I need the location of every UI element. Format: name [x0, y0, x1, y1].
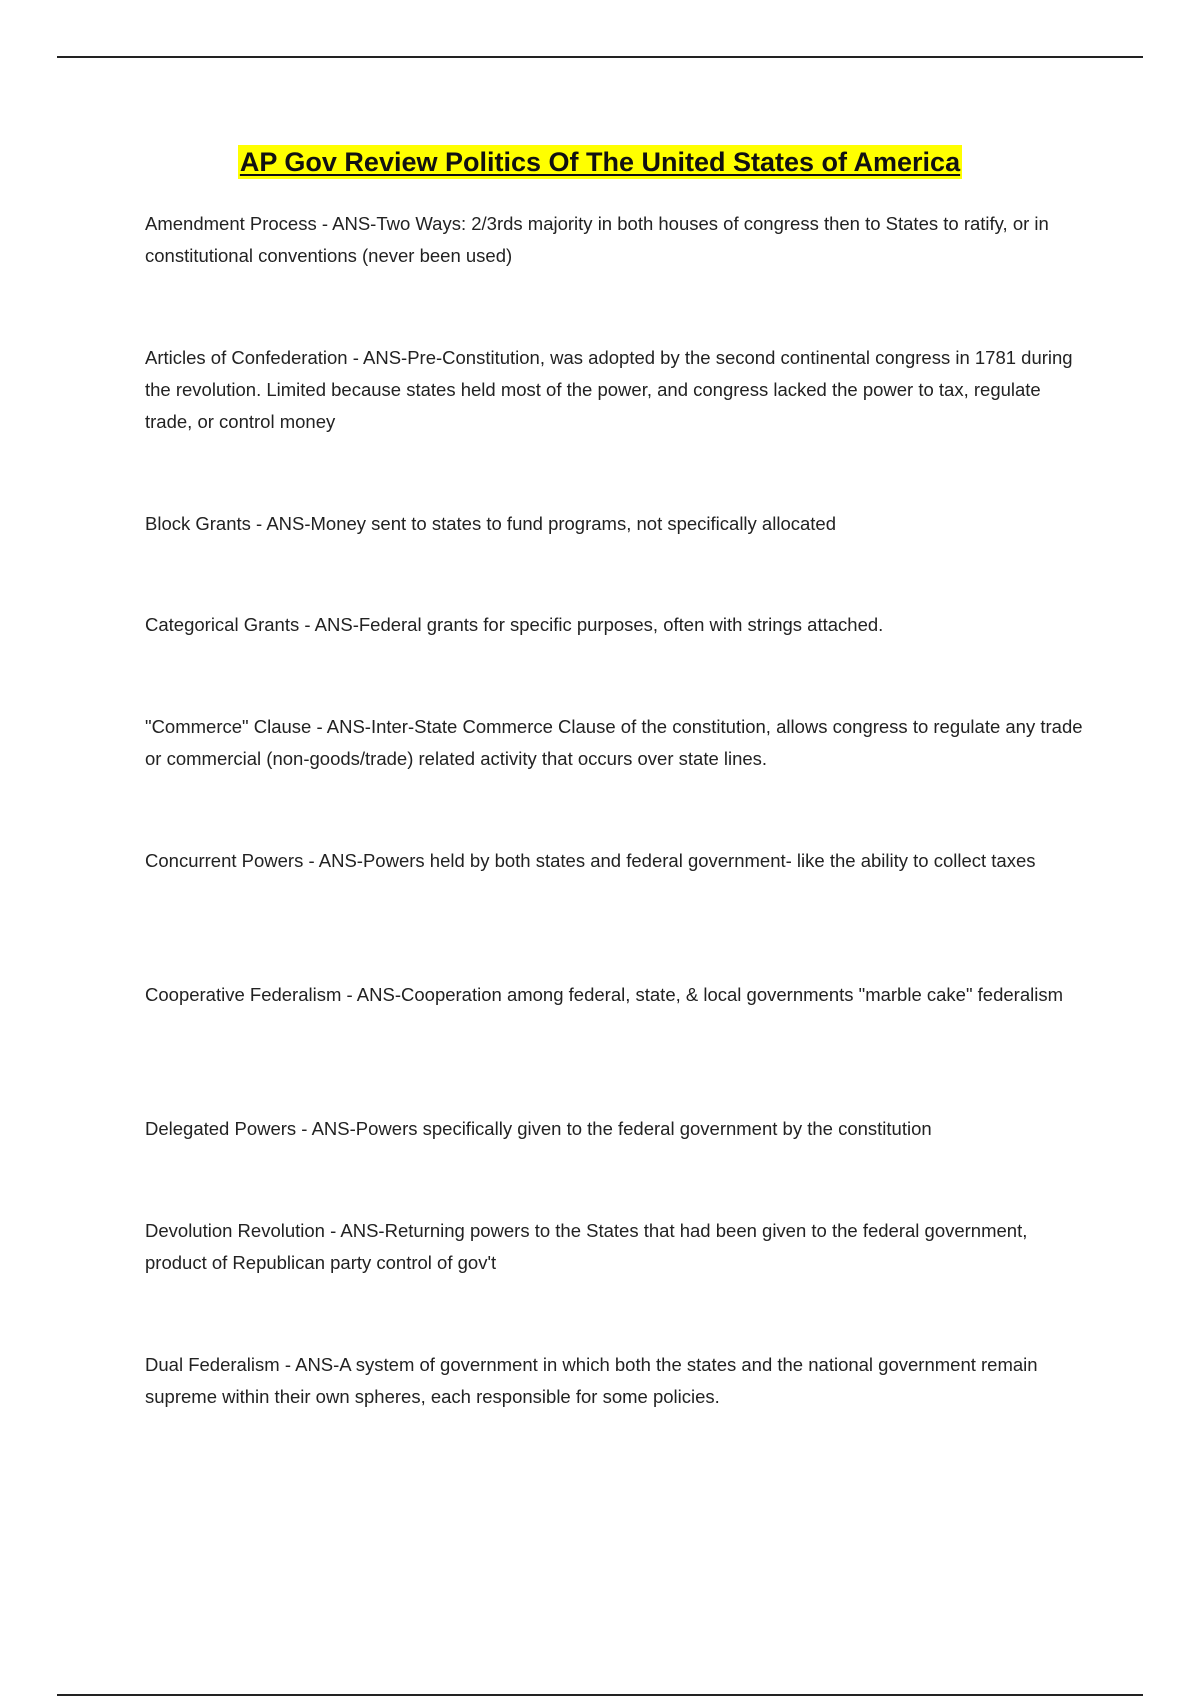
entry-devolution-revolution: Devolution Revolution - ANS-Returning powers to the States that had been given to the federal government, product of Republican party control of gov't: [145, 1220, 1028, 1273]
entry-commerce-clause: "Commerce" Clause - ANS-Inter-State Commerce Clause of the constitution, allows congress to regulate any trade or commercial (non-goods/trade) related activity that occurs over state lines.: [145, 716, 1083, 769]
bottom-rule: [57, 1694, 1143, 1696]
entry-cooperative-federalism: Cooperative Federalism - ANS-Cooperation among federal, state, & local governments "marble cake" federalism: [145, 984, 1064, 1005]
entry-articles-of-confederation: Articles of Confederation - ANS-Pre-Constitution, was adopted by the second continental congress in 1781 during the revolution. Limited because states held most of the power, and congress lacked the power to tax, regulate trade, or control money: [145, 347, 1073, 432]
document-title: AP Gov Review Politics Of The United States of America: [239, 147, 961, 177]
entry-dual-federalism: Dual Federalism - ANS-A system of government in which both the states and the national government remain supreme within their own spheres, each responsible for some policies.: [145, 1354, 1038, 1407]
entry-categorical-grants: Categorical Grants - ANS-Federal grants for specific purposes, often with strings attached.: [145, 614, 884, 635]
entry-concurrent-powers: Concurrent Powers - ANS-Powers held by both states and federal government- like the ability to collect taxes: [145, 850, 1036, 871]
entry-block-grants: Block Grants - ANS-Money sent to states to fund programs, not specifically allocated: [145, 513, 836, 534]
entry-amendment-process: Amendment Process - ANS-Two Ways: 2/3rds majority in both houses of congress then to States to ratify, or in constitutional conventions (never been used): [145, 213, 1049, 266]
title-container: [0, 145, 1200, 179]
entry-delegated-powers: Delegated Powers - ANS-Powers specifically given to the federal government by the constitution: [145, 1118, 932, 1139]
top-rule: [57, 56, 1143, 58]
